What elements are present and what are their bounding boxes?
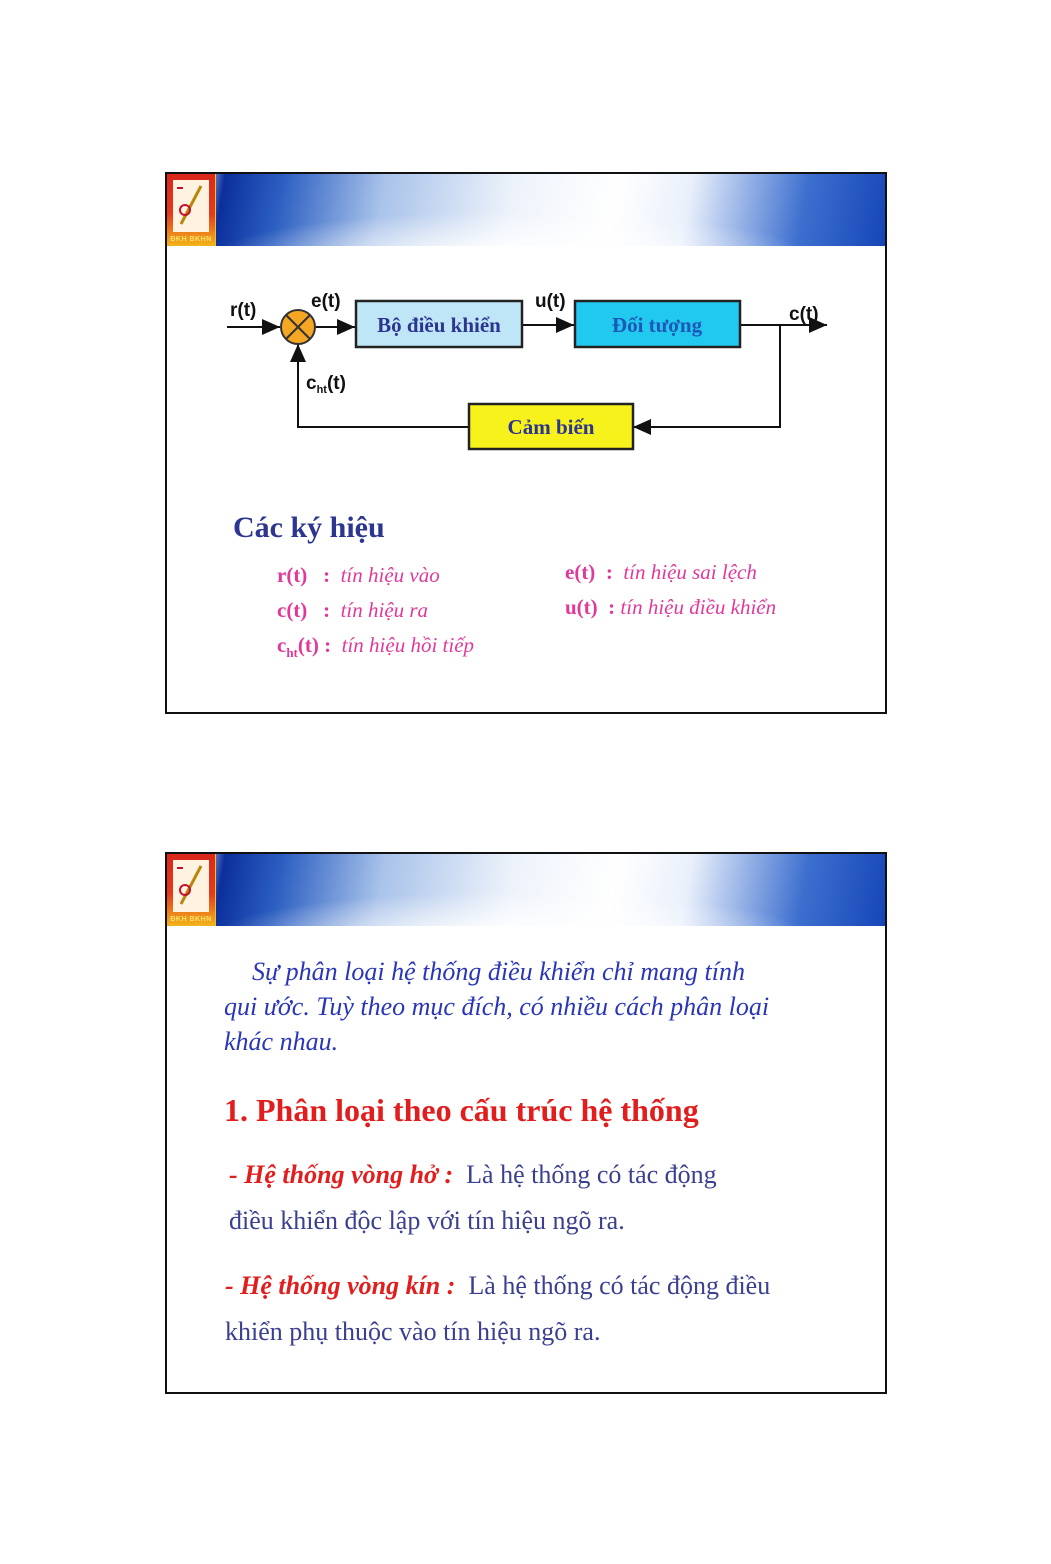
legend-item: c(t) : tín hiệu ra [277, 598, 429, 622]
legend-item: r(t) : tín hiệu vào [277, 563, 440, 587]
legend-title: Các ký hiệu [233, 511, 385, 544]
section-heading: 1. Phân loại theo cấu trúc hệ thống [224, 1092, 699, 1128]
intro-paragraph: Sự phân loại hệ thống điều khiển chỉ mang tính qui ước. Tuỳ theo mục đích, có nhiều cách phân loại khác nhau. [224, 957, 770, 1056]
summing-junction-icon [281, 310, 315, 344]
logo-emblem-icon [173, 860, 209, 912]
legend-item: e(t) : tín hiệu sai lệch [565, 560, 757, 584]
slide-block-diagram [165, 172, 887, 714]
legend-item: $c_{ht}(t)$ : tín hiệu hồi tiếp [277, 633, 475, 661]
error-label: e(t) [311, 291, 341, 312]
open-loop-definition: - Hệ thống vòng hở : Là hệ thống có tác động điều khiển độc lập với tín hiệu ngõ ra. [229, 1160, 717, 1235]
control-block-diagram [167, 174, 885, 494]
controller-label: Bộ điều khiển [377, 313, 501, 337]
legend-item: u(t) : tín hiệu điều khiển [565, 595, 777, 619]
slide-classification [165, 852, 887, 1394]
output-label: c(t) [789, 304, 819, 325]
input-label: r(t) [230, 300, 257, 321]
sensor-label: Cảm biến [507, 415, 595, 439]
slide-header-banner [167, 854, 885, 926]
logo-text: ĐKH BKHN [170, 916, 212, 923]
control-label: u(t) [535, 291, 566, 312]
plant-label: Đối tượng [611, 313, 703, 337]
logo-text: ĐKH BKHN [170, 236, 212, 243]
feedback-label: $c_{ht}(t)$ [306, 373, 346, 396]
closed-loop-definition: - Hệ thống vòng kín : Là hệ thống có tác động điều khiển phụ thuộc vào tín hiệu ngõ ra. [225, 1271, 771, 1346]
university-logo [167, 854, 216, 926]
